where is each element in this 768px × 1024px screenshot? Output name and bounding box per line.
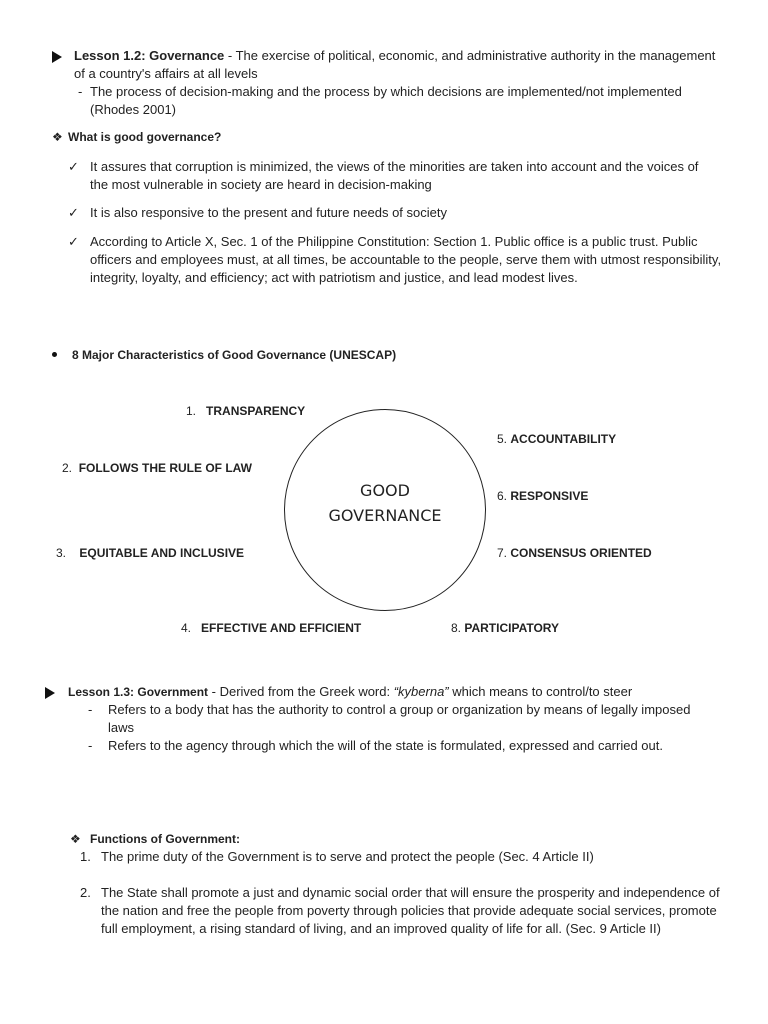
characteristic-5 [497, 430, 616, 448]
lesson-13-paragraph [68, 683, 748, 701]
characteristic-number: 2. [62, 461, 73, 475]
diamond-bullet-icon: ❖ [70, 832, 81, 846]
lesson-13-title: Lesson 1.3: Government [68, 685, 209, 699]
good-governance-center-label [284, 478, 486, 528]
characteristics-heading: 8 Major Characteristics of Good Governance (UNESCAP) [72, 348, 397, 362]
characteristic-2 [62, 459, 252, 477]
lesson-13-greek-word: “kyberna” [393, 684, 449, 699]
characteristic-8 [451, 619, 559, 637]
lesson-13-rest: which means to control/to steer [448, 684, 633, 699]
lesson-12-title: Lesson 1.2: Governance [74, 48, 225, 63]
lesson-12-sub: The process of decision-making and the process by which decisions are implemented/not implemented (Rhodes 2001) [90, 84, 682, 117]
function-number: 1. [80, 849, 91, 864]
lesson-12-definition: - The exercise of political, economic, and administrative authority in the management of a country's affairs at all levels [74, 48, 716, 81]
characteristic-label: TRANSPARENCY [206, 404, 306, 418]
function-item-1: The prime duty of the Government is to serve and protect the people (Sec. 4 Article II) [101, 849, 594, 864]
arrow-bullet-icon [52, 51, 62, 63]
diamond-bullet-icon: ❖ [52, 130, 63, 144]
good-governance-question: What is good governance? [68, 130, 222, 144]
characteristic-number: 7. [497, 546, 508, 560]
checkmark-icon: ✓ [68, 234, 79, 249]
characteristic-3 [56, 544, 244, 562]
lesson-12-paragraph [74, 47, 724, 83]
characteristic-label: ACCOUNTABILITY [510, 432, 617, 446]
characteristic-label: RESPONSIVE [510, 489, 589, 503]
lesson-13-sub-2: Refers to the agency through which the will of the state is formulated, expressed and carried out. [108, 738, 663, 753]
good-governance-point-2: It is also responsive to the present and future needs of society [90, 205, 447, 220]
characteristic-label: EFFECTIVE AND EFFICIENT [201, 621, 362, 635]
functions-heading: Functions of Government: [90, 832, 240, 846]
checkmark-icon: ✓ [68, 159, 79, 174]
characteristic-1 [186, 402, 305, 420]
characteristic-number: 6. [497, 489, 508, 503]
lesson-13-sub-1: Refers to a body that has the authority to control a group or organization by means of legally imposed laws [108, 702, 691, 735]
round-bullet-icon [52, 352, 57, 357]
characteristic-label: EQUITABLE AND INCLUSIVE [79, 546, 245, 560]
characteristic-number: 1. [186, 404, 197, 418]
dash-bullet: - [78, 84, 83, 99]
good-governance-point-1: It assures that corruption is minimized, the views of the minorities are taken into account and the voices of the most vulnerable in society are heard in decision-making [90, 159, 699, 192]
characteristic-4 [181, 619, 361, 637]
center-line-2: GOVERNANCE [328, 506, 442, 525]
characteristic-label: PARTICIPATORY [464, 621, 560, 635]
characteristic-number: 4. [181, 621, 192, 635]
good-governance-point-3: According to Article X, Sec. 1 of the Philippine Constitution: Section 1. Public office is a public trust. Public officers and employees must, at all times, be accountable to the people, serve them with utmost responsibility, integrity, loyalty, and efficiency; act with patriotism and justice, and lead modest lives. [90, 234, 722, 285]
dash-bullet: - [88, 702, 93, 717]
characteristic-label: CONSENSUS ORIENTED [510, 546, 652, 560]
characteristic-number: 5. [497, 432, 508, 446]
characteristic-number: 8. [451, 621, 462, 635]
characteristic-7 [497, 544, 652, 562]
characteristic-label: FOLLOWS THE RULE OF LAW [78, 461, 253, 475]
checkmark-icon: ✓ [68, 205, 79, 220]
lesson-13-intro: - Derived from the Greek word: [208, 684, 394, 699]
characteristic-6 [497, 487, 588, 505]
function-number: 2. [80, 885, 91, 900]
dash-bullet: - [88, 738, 93, 753]
arrow-bullet-icon [45, 687, 55, 699]
characteristic-number: 3. [56, 546, 67, 560]
center-line-1: GOOD [360, 481, 410, 500]
function-item-2: The State shall promote a just and dynamic social order that will ensure the prosperity and independence of the nation and free the people from poverty through policies that provide adequate social services, promote full employment, a rising standard of living, and an improved quality of life for all. (Sec. 9 Article II) [101, 885, 720, 936]
